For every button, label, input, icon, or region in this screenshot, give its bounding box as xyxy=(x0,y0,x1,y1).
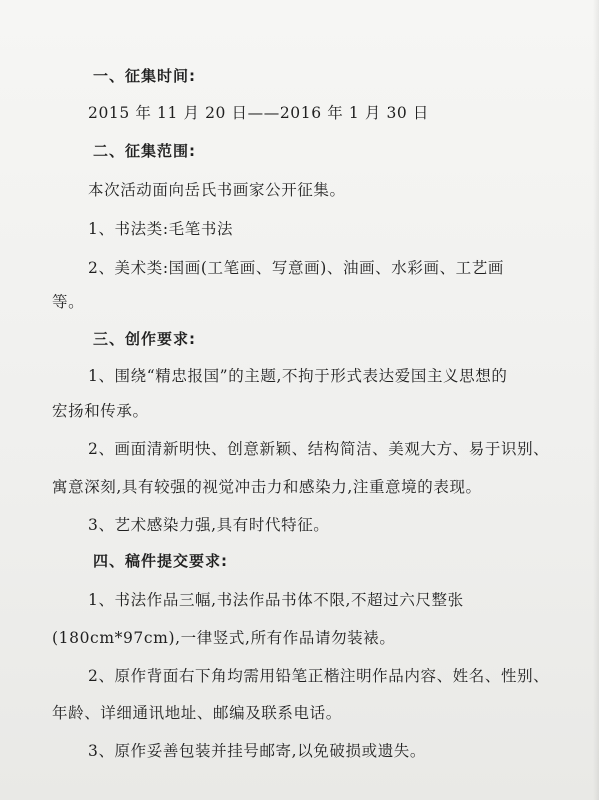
requirement-theme-continued: 宏扬和传承。 xyxy=(52,402,149,420)
submission-calligraphy-size: (180cm*97cm),一律竖式,所有作品请勿装裱。 xyxy=(52,629,396,647)
submission-packaging: 3、原作妥善包装并挂号邮寄,以免破损或遗失。 xyxy=(88,742,426,760)
category-fine-arts: 2、美术类:国画(工笔画、写意画)、油画、水彩画、工艺画 xyxy=(88,259,504,277)
scan-shadow-edge xyxy=(593,0,599,800)
heading-collection-scope: 二、征集范围: xyxy=(93,142,196,160)
requirement-visual-continued: 寓意深刻,具有较强的视觉冲击力和感染力,注重意境的表现。 xyxy=(52,478,482,496)
submission-labeling: 2、原作背面右下角均需用铅笔正楷注明作品内容、姓名、性别、 xyxy=(88,667,550,685)
category-calligraphy: 1、书法类:毛笔书法 xyxy=(88,220,234,238)
heading-creation-requirements: 三、创作要求: xyxy=(93,330,196,348)
scope-description: 本次活动面向岳氏书画家公开征集。 xyxy=(88,181,346,199)
requirement-visual: 2、画面清新明快、创意新颖、结构简洁、美观大方、易于识别、 xyxy=(88,440,550,458)
collection-date-range: 2015 年 11 月 20 日——2016 年 1 月 30 日 xyxy=(88,104,429,122)
submission-calligraphy-works: 1、书法作品三幅,书法作品书体不限,不超过六尺整张 xyxy=(88,591,464,609)
category-fine-arts-continued: 等。 xyxy=(52,293,85,311)
requirement-theme: 1、围绕“精忠报国”的主题,不拘于形式表达爱国主义思想的 xyxy=(88,367,508,385)
submission-labeling-continued: 年龄、详细通讯地址、邮编及联系电话。 xyxy=(52,704,342,722)
heading-submission-requirements: 四、稿件提交要求: xyxy=(93,552,228,570)
heading-collection-time: 一、征集时间: xyxy=(93,67,196,85)
requirement-artistic: 3、艺术感染力强,具有时代特征。 xyxy=(88,516,330,534)
